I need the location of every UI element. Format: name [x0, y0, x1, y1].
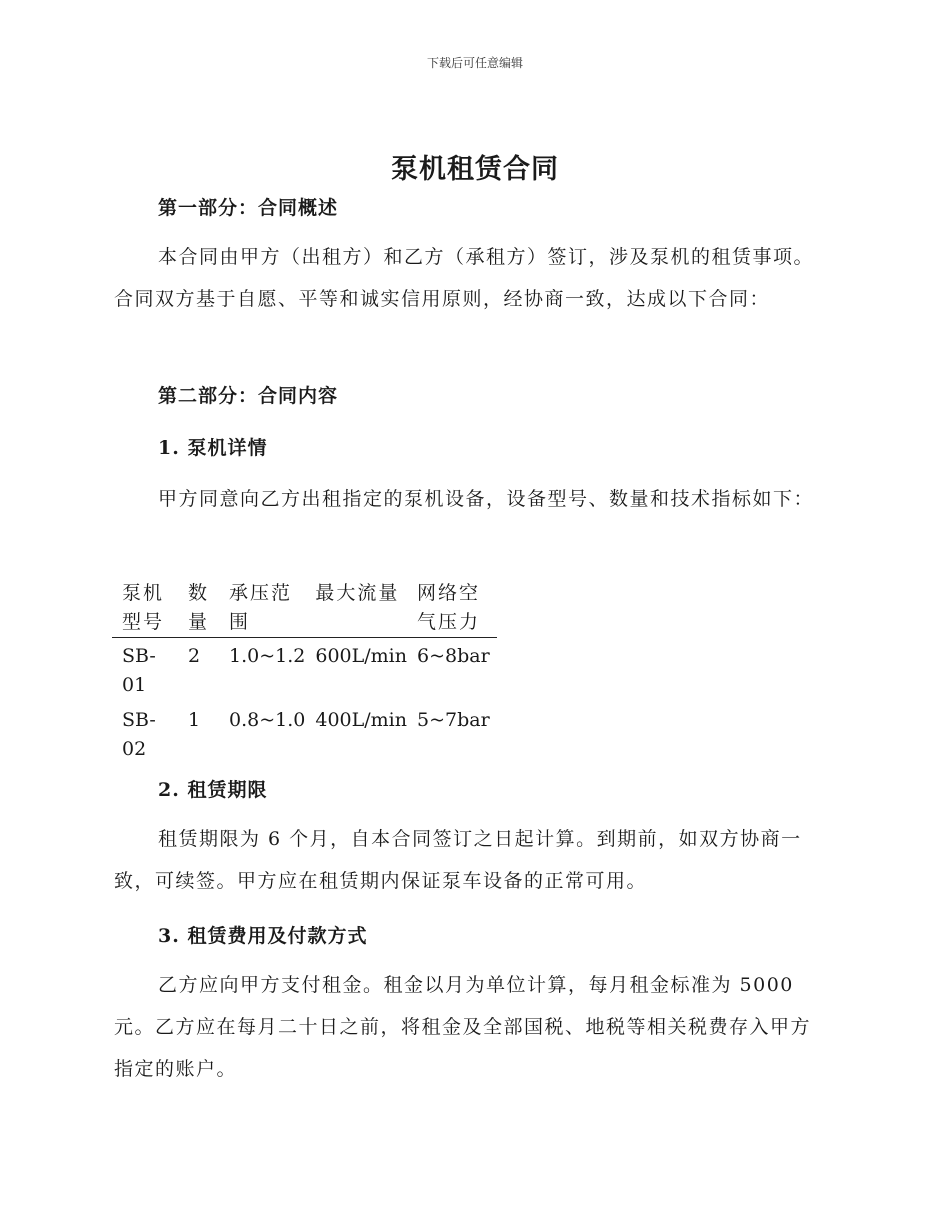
table-cell: 1.0~1.2	[229, 645, 306, 667]
table-cell: SB-02	[122, 709, 156, 760]
table-cell: 6~8bar	[416, 645, 490, 667]
table-cell: 400L/min	[315, 709, 407, 731]
section2-heading: 2. 租赁期限	[158, 779, 268, 801]
part1-heading: 第一部分：合同概述	[158, 197, 339, 219]
table-header-cell: 数量	[178, 579, 219, 638]
section2-paragraph: 租赁期限为 6 个月，自本合同签订之日起计算。到期前，如双方协商一致，可续签。甲方应在租赁期内保证泵车设备的正常可用。	[114, 828, 802, 892]
document-title: 泵机租赁合同	[391, 154, 559, 185]
table-row	[112, 638, 497, 703]
part2-heading: 第二部分：合同内容	[158, 385, 339, 407]
table-header-row	[112, 579, 497, 638]
pump-spec-table	[112, 579, 497, 766]
header-note: 下载后可任意编辑	[426, 56, 523, 70]
table-cell: 5~7bar	[416, 709, 490, 731]
table-header-cell: 泵机型号	[112, 579, 178, 638]
table-cell: 1	[188, 709, 201, 731]
section1-paragraph: 甲方同意向乙方出租指定的泵机设备，设备型号、数量和技术指标如下：	[158, 488, 815, 510]
table-header-cell: 承压范围	[219, 579, 305, 638]
table-row	[112, 702, 497, 766]
section3-paragraph: 乙方应向甲方支付租金。租金以月为单位计算，每月租金标准为 5000 元。乙方应在每月二十日之前，将租金及全部国税、地税等相关税费存入甲方指定的账户。	[114, 974, 812, 1080]
section1-heading: 1. 泵机详情	[158, 437, 268, 459]
section3-heading: 3. 租赁费用及付款方式	[158, 925, 368, 947]
table-cell: SB-01	[122, 645, 156, 696]
part1-paragraph: 本合同由甲方（出租方）和乙方（承租方）签订，涉及泵机的租赁事项。合同双方基于自愿、平等和诚实信用原则，经协商一致，达成以下合同：	[114, 246, 815, 310]
table-header-cell: 最大流量	[305, 579, 407, 638]
table-cell: 600L/min	[315, 645, 407, 667]
table-cell: 0.8~1.0	[229, 709, 306, 731]
table-cell: 2	[188, 645, 201, 667]
table-header-cell: 网络空气压力	[407, 579, 497, 638]
